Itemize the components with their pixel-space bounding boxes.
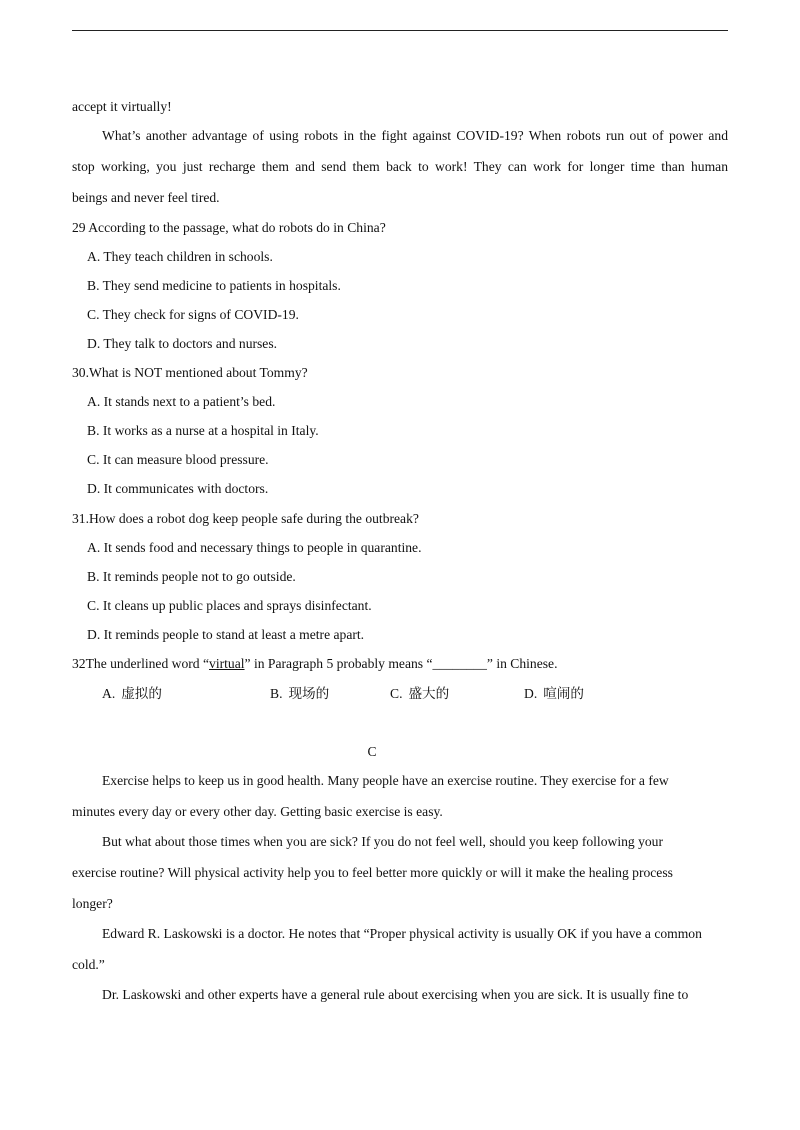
paragraph-line: beings and never feel tired. <box>72 190 220 205</box>
option-text: 盛大的 <box>408 686 450 702</box>
section-heading: C <box>367 744 377 759</box>
question-30-option-b: B. It works as a nurse at a hospital in Italy. <box>87 423 319 438</box>
paragraph-line: accept it virtually! <box>72 99 172 114</box>
question-32-option-d <box>524 685 584 703</box>
paragraph-line: Dr. Laskowski and other experts have a general rule about exercising when you are sick. It is usually fine to <box>102 987 689 1002</box>
option-letter: D. <box>524 686 538 701</box>
question-31-option-a: A. It sends food and necessary things to people in quarantine. <box>87 540 422 555</box>
question-29-stem: 29 According to the passage, what do robots do in China? <box>72 220 386 235</box>
question-30-stem: 30.What is NOT mentioned about Tommy? <box>72 365 308 380</box>
question-30-option-c: C. It can measure blood pressure. <box>87 452 269 467</box>
question-32-option-c <box>390 685 449 703</box>
option-letter: B. <box>270 686 283 701</box>
paragraph-line: longer? <box>72 896 113 911</box>
underlined-word: virtual <box>209 656 245 671</box>
paragraph-line: cold.” <box>72 957 105 972</box>
question-32-stem-start: 32The underlined word “ <box>72 656 210 671</box>
question-32-option-b <box>270 685 329 703</box>
option-letter: C. <box>390 686 403 701</box>
question-30-option-d: D. It communicates with doctors. <box>87 481 269 496</box>
paragraph-line: What’s another advantage of using robots in the fight against COVID-19? When robots run out of power and <box>102 128 728 143</box>
option-text: 现场的 <box>288 686 330 702</box>
option-letter: A. <box>102 686 116 701</box>
question-29-option-b: B. They send medicine to patients in hospitals. <box>87 278 341 293</box>
question-32-stem <box>72 655 728 673</box>
question-31-option-d: D. It reminds people to stand at least a metre apart. <box>87 627 365 642</box>
paragraph-line: But what about those times when you are sick? If you do not feel well, should you keep following your <box>102 834 664 849</box>
option-text: 虚拟的 <box>121 686 162 702</box>
option-text: 喧闹的 <box>543 686 584 702</box>
question-31-stem: 31.How does a robot dog keep people safe during the outbreak? <box>72 511 419 526</box>
question-32-stem-end: ” in Paragraph 5 probably means “________” in Chinese. <box>244 656 558 671</box>
question-31-option-b: B. It reminds people not to go outside. <box>87 569 296 584</box>
paragraph-line: minutes every day or every other day. Getting basic exercise is easy. <box>72 804 443 819</box>
paragraph-line: Exercise helps to keep us in good health. Many people have an exercise routine. They exercise for a few <box>102 773 669 788</box>
header-rule <box>72 30 728 31</box>
question-32-option-a <box>102 685 162 703</box>
question-29-option-a: A. They teach children in schools. <box>87 249 273 264</box>
paragraph-line: Edward R. Laskowski is a doctor. He notes that “Proper physical activity is usually OK if you have a common <box>102 926 702 941</box>
question-29-option-d: D. They talk to doctors and nurses. <box>87 336 278 351</box>
question-31-option-c: C. It cleans up public places and sprays disinfectant. <box>87 598 372 613</box>
question-29-option-c: C. They check for signs of COVID-19. <box>87 307 299 322</box>
paragraph-line: exercise routine? Will physical activity help you to feel better more quickly or will it make the healing process <box>72 865 673 880</box>
question-30-option-a: A. It stands next to a patient’s bed. <box>87 394 276 409</box>
paragraph-line: stop working, you just recharge them and send them back to work! They can work for longer time than human <box>72 159 728 174</box>
